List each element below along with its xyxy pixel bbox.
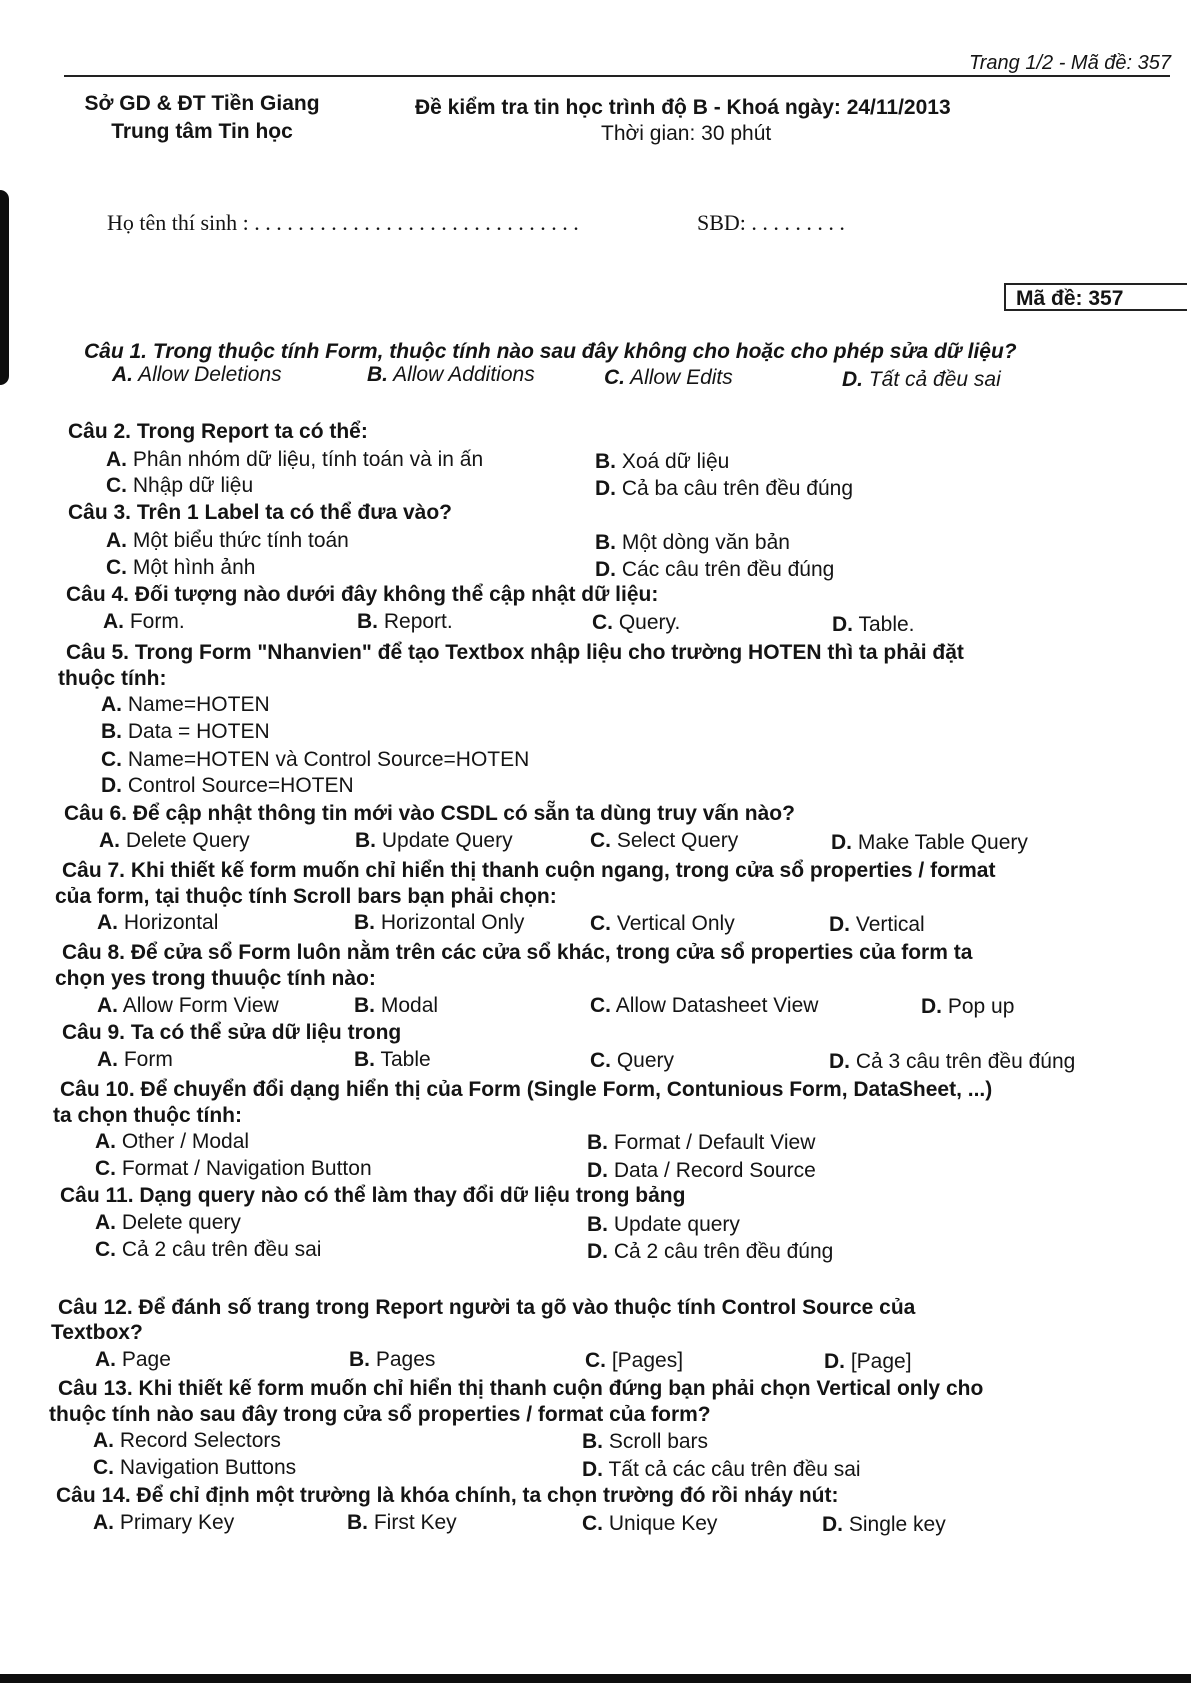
q4-option-a — [103, 610, 185, 634]
option-label: C. — [95, 1157, 116, 1180]
q10-option-a — [95, 1130, 249, 1154]
option-text: Xoá dữ liệu — [621, 450, 730, 473]
option-label: C. — [590, 1049, 611, 1072]
option-label: D. — [582, 1458, 603, 1481]
q6-option-b — [355, 829, 513, 853]
candidate-sbd-field: SBD: . . . . . . . . . — [697, 210, 845, 235]
q9-option-b — [354, 1048, 431, 1072]
option-label: D. — [824, 1350, 845, 1373]
option-text: Form. — [129, 610, 185, 633]
option-label: D. — [587, 1240, 608, 1263]
option-text: Format / Navigation Button — [121, 1157, 372, 1180]
q14-option-b — [347, 1511, 457, 1535]
option-text: Delete query — [121, 1211, 241, 1234]
option-text: Một biểu thức tính toán — [132, 529, 349, 552]
school-center: Trung tâm Tin học — [111, 120, 293, 143]
q12-option-d — [824, 1350, 912, 1374]
option-label: C. — [585, 1349, 606, 1372]
option-label: B. — [347, 1511, 368, 1534]
q3-option-a — [106, 529, 349, 553]
option-label: B. — [354, 1048, 375, 1071]
option-label: C. — [590, 994, 611, 1017]
option-label: D. — [101, 774, 122, 797]
q9-option-c — [590, 1049, 674, 1073]
option-label: A. — [103, 610, 124, 633]
option-label: A. — [106, 448, 127, 471]
option-label: A. — [95, 1211, 116, 1234]
option-text: Vertical — [855, 913, 925, 936]
option-label: B. — [349, 1348, 370, 1371]
q2-option-d — [595, 477, 853, 501]
q2-option-c — [106, 474, 253, 498]
q14-option-a — [93, 1511, 234, 1535]
option-label: A. — [97, 994, 118, 1017]
q12-option-b — [349, 1348, 435, 1372]
school-name: Sở GD & ĐT Tiền Giang — [84, 92, 320, 115]
option-text: Các câu trên đều đúng — [621, 558, 835, 581]
q12-option-c — [585, 1349, 683, 1373]
option-text: First Key — [373, 1511, 457, 1534]
option-text: Report. — [383, 610, 453, 633]
q10-option-b — [587, 1131, 815, 1155]
option-text: Query — [616, 1049, 675, 1072]
option-text: Phân nhóm dữ liệu, tính toán và in ấn — [132, 448, 484, 471]
option-label: C. — [582, 1512, 603, 1535]
option-label: A. — [101, 693, 122, 716]
candidate-name-field: Họ tên thí sinh : . . . . . . . . . . . . . . . . . . . . . . . . . . . . . . — [107, 210, 579, 235]
q8-option-b — [354, 994, 438, 1018]
option-label: C. — [93, 1456, 114, 1479]
option-text: Một hình ảnh — [132, 556, 256, 579]
q7-option-a — [97, 911, 218, 935]
q11-option-a — [95, 1211, 241, 1235]
option-label: B. — [595, 531, 616, 554]
option-text: Allow Form View — [122, 994, 279, 1017]
option-text: Allow Edits — [630, 366, 733, 389]
q4-option-c — [592, 611, 680, 635]
option-text: Query. — [618, 611, 681, 634]
option-text: Horizontal Only — [380, 911, 525, 934]
option-label: D. — [842, 368, 863, 391]
exam-code-box: Mã đề: 357 — [1004, 283, 1187, 311]
option-label: A. — [93, 1511, 114, 1534]
option-text: Tất cả đều sai — [868, 368, 1001, 391]
question-7-line-2: của form, tại thuộc tính Scroll bars bạn phải chọn: — [55, 885, 557, 908]
option-text: Page — [121, 1348, 171, 1371]
q1-option-c — [604, 366, 733, 390]
q5-option-b — [101, 720, 270, 744]
option-text: Allow Additions — [393, 363, 535, 386]
question-5-line-1: Câu 5. Trong Form "Nhanvien" để tạo Textbox nhập liệu cho trường HOTEN thì ta phải đặt — [66, 641, 964, 664]
option-label: B. — [355, 829, 376, 852]
option-text: Update Query — [381, 829, 513, 852]
option-text: Unique Key — [608, 1512, 718, 1535]
question-8-line-1: Câu 8. Để cửa sổ Form luôn nằm trên các cửa sổ khác, trong cửa sổ properties của form ta — [62, 941, 973, 964]
q9-option-a — [97, 1048, 173, 1072]
q14-option-d — [822, 1513, 946, 1537]
option-label: C. — [604, 366, 625, 389]
q11-option-c — [95, 1238, 321, 1262]
question-14: Câu 14. Để chỉ định một trường là khóa chính, ta chọn trường đó rồi nháy nút: — [56, 1484, 839, 1507]
q2-option-b — [595, 450, 729, 474]
question-1: Câu 1. Trong thuộc tính Form, thuộc tính nào sau đây không cho hoặc cho phép sửa dữ liệu? — [84, 340, 1017, 363]
option-label: B. — [354, 994, 375, 1017]
option-label: A. — [95, 1130, 116, 1153]
option-label: C. — [590, 912, 611, 935]
exam-time: Thời gian: 30 phút — [601, 122, 772, 145]
option-text: Modal — [380, 994, 439, 1017]
option-label: D. — [832, 613, 853, 636]
q3-option-c — [106, 556, 255, 580]
question-12-line-1: Câu 12. Để đánh số trang trong Report người ta gõ vào thuộc tính Control Source của — [58, 1296, 916, 1319]
option-text: Data / Record Source — [613, 1159, 816, 1182]
q6-option-c — [590, 829, 738, 853]
option-label: B. — [582, 1430, 603, 1453]
option-label: B. — [101, 720, 122, 743]
option-text: Control Source=HOTEN — [127, 774, 354, 797]
option-text: Make Table Query — [857, 831, 1028, 854]
q13-option-a — [93, 1429, 281, 1453]
question-13-line-2: thuộc tính nào sau đây trong cửa sổ properties / format của form? — [49, 1403, 711, 1426]
q10-option-c — [95, 1157, 372, 1181]
option-label: B. — [587, 1131, 608, 1154]
option-text: [Pages] — [611, 1349, 684, 1372]
option-text: Allow Datasheet View — [615, 994, 819, 1017]
option-label: C. — [106, 474, 127, 497]
question-2: Câu 2. Trong Report ta có thể: — [68, 420, 368, 443]
q12-option-a — [95, 1348, 171, 1372]
option-text: Table. — [858, 613, 915, 636]
option-text: Delete Query — [125, 829, 250, 852]
q1-option-b — [367, 363, 535, 387]
option-text: Pages — [375, 1348, 436, 1371]
question-13-line-1: Câu 13. Khi thiết kế form muốn chỉ hiển thị thanh cuộn đứng bạn phải chọn Vertical only cho — [58, 1377, 984, 1400]
option-label: D. — [829, 1050, 850, 1073]
q6-option-d — [831, 831, 1028, 855]
q1-option-a — [112, 363, 282, 387]
q7-option-b — [354, 911, 524, 935]
option-label: D. — [831, 831, 852, 854]
option-text: Nhập dữ liệu — [132, 474, 254, 497]
q8-option-c — [590, 994, 818, 1018]
scan-edge-bottom — [0, 1674, 1191, 1683]
question-10-line-1: Câu 10. Để chuyển đổi dạng hiển thị của Form (Single Form, Contunious Form, DataSheet, ...) — [60, 1078, 993, 1101]
q10-option-d — [587, 1159, 816, 1183]
option-text: Pop up — [947, 995, 1015, 1018]
q1-option-d — [842, 368, 1001, 392]
option-text: Record Selectors — [119, 1429, 281, 1452]
option-label: D. — [921, 995, 942, 1018]
option-label: C. — [590, 829, 611, 852]
question-3: Câu 3. Trên 1 Label ta có thể đưa vào? — [68, 501, 452, 524]
option-label: D. — [822, 1513, 843, 1536]
q2-option-a — [106, 448, 483, 472]
q8-option-d — [921, 995, 1014, 1019]
option-text: Cả 2 câu trên đều đúng — [613, 1240, 834, 1263]
option-text: Một dòng văn bản — [621, 531, 790, 554]
header-rule — [64, 75, 1170, 77]
q4-option-b — [357, 610, 453, 634]
question-6: Câu 6. Để cập nhật thông tin mới vào CSDL có sẵn ta dùng truy vấn nào? — [64, 802, 795, 825]
option-text: [Page] — [850, 1350, 912, 1373]
option-label: C. — [95, 1238, 116, 1261]
option-text: Data = HOTEN — [127, 720, 270, 743]
option-text: Vertical Only — [616, 912, 735, 935]
question-10-line-2: ta chọn thuộc tính: — [53, 1104, 242, 1127]
q5-option-c — [101, 748, 529, 772]
q4-option-d — [832, 613, 915, 637]
option-label: B. — [587, 1213, 608, 1236]
option-label: D. — [829, 913, 850, 936]
question-5-line-2: thuộc tính: — [58, 667, 167, 690]
option-text: Primary Key — [119, 1511, 235, 1534]
option-label: A. — [99, 829, 120, 852]
question-11: Câu 11. Dạng query nào có thể làm thay đổi dữ liệu trong bảng — [60, 1184, 686, 1207]
q13-option-d — [582, 1458, 861, 1482]
option-label: B. — [357, 610, 378, 633]
q11-option-d — [587, 1240, 833, 1264]
option-label: C. — [101, 748, 122, 771]
option-text: Update query — [613, 1213, 740, 1236]
question-12-line-2: Textbox? — [51, 1321, 143, 1344]
option-text: Select Query — [616, 829, 739, 852]
question-4: Câu 4. Đối tượng nào dưới đây không thể cập nhật dữ liệu: — [66, 583, 659, 606]
q13-option-c — [93, 1456, 296, 1480]
scan-edge-left — [0, 190, 9, 385]
option-label: B. — [367, 363, 388, 386]
exam-title: Đề kiểm tra tin học trình độ B - Khoá ngày: 24/11/2013 — [415, 96, 951, 119]
question-8-line-2: chọn yes trong thuuộc tính nào: — [55, 967, 376, 990]
q13-option-b — [582, 1430, 708, 1454]
option-label: B. — [595, 450, 616, 473]
option-text: Scroll bars — [608, 1430, 709, 1453]
option-text: Name=HOTEN — [127, 693, 270, 716]
q11-option-b — [587, 1213, 740, 1237]
option-label: A. — [97, 1048, 118, 1071]
option-label: A. — [95, 1348, 116, 1371]
option-text: Navigation Buttons — [119, 1456, 297, 1479]
option-text: Cả ba câu trên đều đúng — [621, 477, 854, 500]
question-9: Câu 9. Ta có thể sửa dữ liệu trong — [62, 1021, 402, 1044]
option-text: Form — [123, 1048, 173, 1071]
q9-option-d — [829, 1050, 1075, 1074]
q8-option-a — [97, 994, 279, 1018]
option-label: C. — [106, 556, 127, 579]
q3-option-d — [595, 558, 834, 582]
option-text: Table — [380, 1048, 431, 1071]
option-text: Format / Default View — [613, 1131, 816, 1154]
option-label: C. — [592, 611, 613, 634]
page-info: Trang 1/2 - Mã đề: 357 — [969, 52, 1171, 74]
q5-option-d — [101, 774, 354, 798]
option-label: A. — [93, 1429, 114, 1452]
option-label: A. — [106, 529, 127, 552]
q3-option-b — [595, 531, 790, 555]
option-label: D. — [595, 477, 616, 500]
option-label: D. — [595, 558, 616, 581]
option-text: Horizontal — [123, 911, 219, 934]
option-label: B. — [354, 911, 375, 934]
option-label: A. — [112, 363, 133, 386]
option-text: Tất cả các câu trên đều sai — [608, 1458, 861, 1481]
q7-option-d — [829, 913, 925, 937]
q14-option-c — [582, 1512, 717, 1536]
option-text: Name=HOTEN và Control Source=HOTEN — [127, 748, 530, 771]
q7-option-c — [590, 912, 735, 936]
option-text: Cả 2 câu trên đều sai — [121, 1238, 322, 1261]
option-text: Allow Deletions — [138, 363, 282, 386]
q6-option-a — [99, 829, 250, 853]
q5-option-a — [101, 693, 270, 717]
option-text: Other / Modal — [121, 1130, 250, 1153]
option-text: Cả 3 câu trên đều đúng — [855, 1050, 1076, 1073]
option-text: Single key — [848, 1513, 946, 1536]
option-label: A. — [97, 911, 118, 934]
question-7-line-1: Câu 7. Khi thiết kế form muốn chỉ hiển thị thanh cuộn ngang, trong cửa sổ properties / format — [62, 859, 996, 882]
option-label: D. — [587, 1159, 608, 1182]
